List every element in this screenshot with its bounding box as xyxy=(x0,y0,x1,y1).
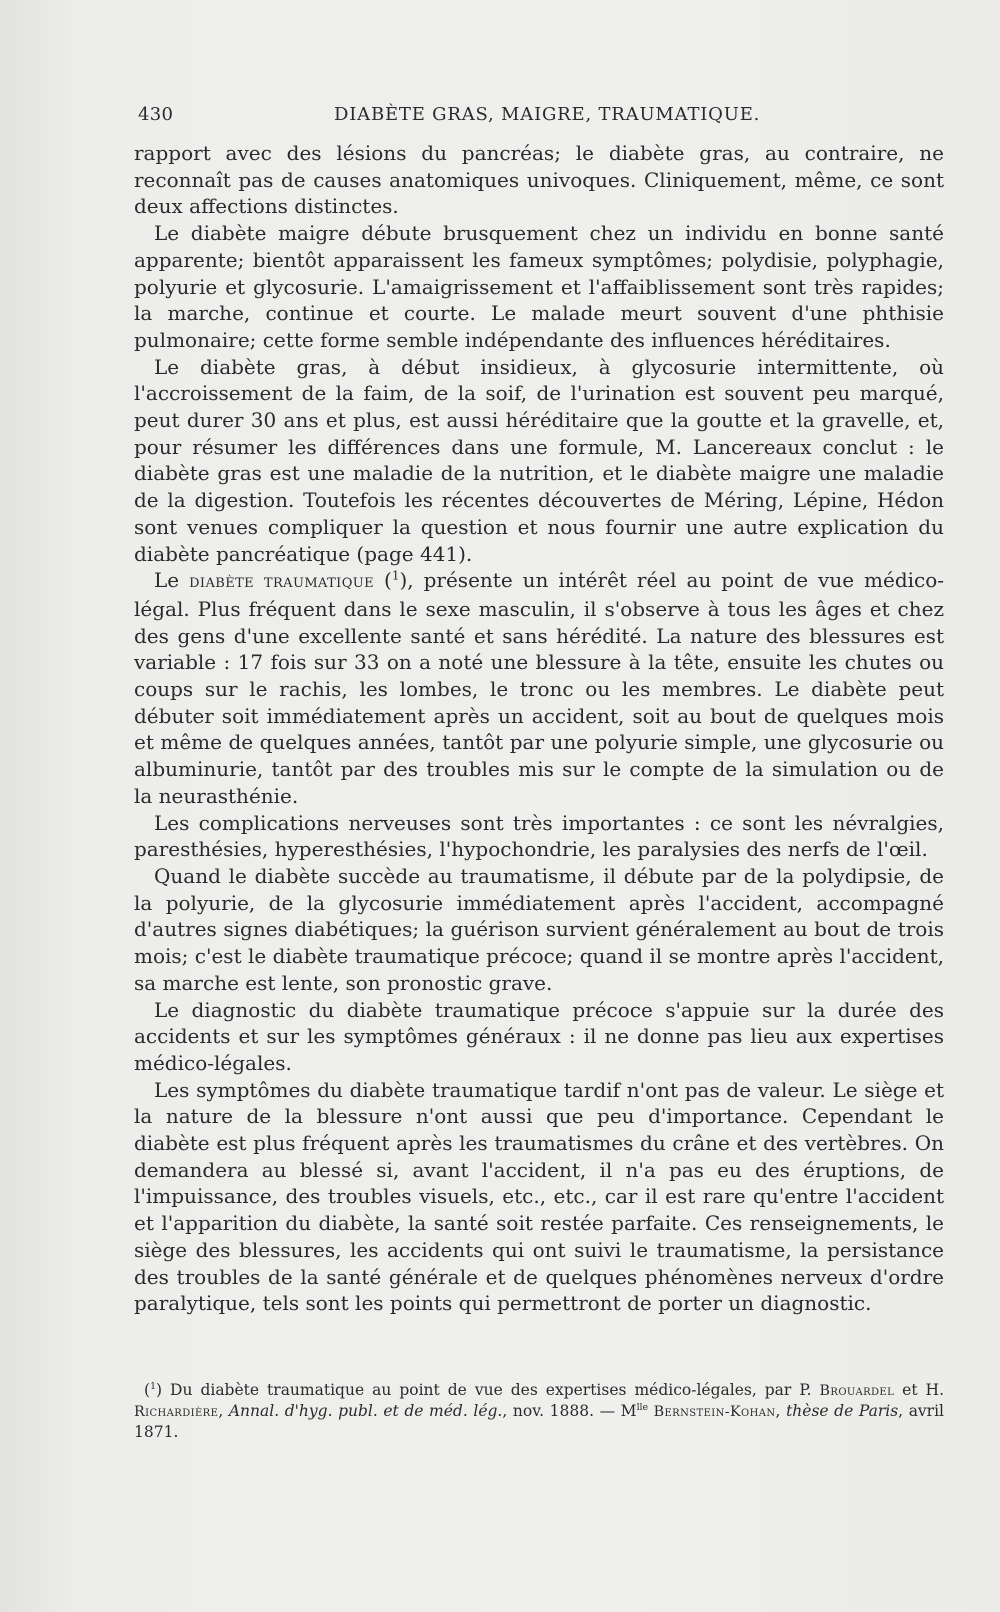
footnote-paragraph xyxy=(134,1380,944,1442)
paragraph-5: Les complications nerveuses sont très importantes : ce sont les névralgies, paresthésies, hyperesthésies, l'hypochondrie, les paralysies des nerfs de l'œil. xyxy=(134,810,944,862)
footnote-text-f: , xyxy=(775,1402,787,1420)
footnote-text-g: , avril 1871. xyxy=(134,1402,945,1441)
footnote-marker: ($^1$) xyxy=(144,1380,163,1399)
footnote-author-brouardel: Brouardel xyxy=(819,1383,895,1399)
footnote-mlle: lle xyxy=(636,1401,649,1413)
footnote-ref: ($^1$) xyxy=(384,568,408,593)
running-title: DIABÈTE GRAS, MAIGRE, TRAUMATIQUE. xyxy=(334,104,761,125)
footnote-author-richardiere: Richardière xyxy=(134,1404,219,1420)
paragraph-3: Le diabète gras, à début insidieux, à glycosurie intermittente, où l'accroissement de la faim, de la soif, de l'urination est souvent peu marqué, peut durer 30 ans et plus, est aussi héréditaire que la goutte et la gravelle, et, pour résumer les différences dans une formule, M. Lancereaux conclut : le diabète gras est une maladie de la nutrition, et le diabète maigre une maladie de la digestion. Toutefois les récentes découvertes de Méring, Lépine, Hédon sont venues compliquer la question et nous fournir une autre explication du diabète pancréatique (page 441). xyxy=(134,354,944,566)
footnote-text-c: , xyxy=(218,1402,229,1420)
p4-prefix: Le xyxy=(154,568,180,593)
footnote-text-d: , nov. 1888. — M xyxy=(502,1402,637,1420)
footnote-ref-number: 1 xyxy=(391,568,400,583)
footnote-author-bernstein: Bernstein-Kohan xyxy=(653,1404,776,1420)
section-term: diabète traumatique xyxy=(189,571,375,593)
paragraph-1: rapport avec des lésions du pancréas; le diabète gras, au contraire, ne reconnaît pas de causes anatomiques univoques. Cliniquement, même, ce sont deux affections distinctes. xyxy=(134,141,944,219)
footnote-thesis: thèse de Paris xyxy=(786,1402,899,1420)
paragraph-4 xyxy=(134,567,944,809)
footnote-text-b: et H. xyxy=(894,1381,945,1399)
paragraph-6: Quand le diabète succède au traumatisme, il débute par de la polydipsie, de la polyurie, de la glycosurie immédiatement après l'accident, accompagné d'autres signes diabétiques; la guérison survient généralement au bout de trois mois; c'est le diabète traumatique précoce; quand il se montre après l'accident, sa marche est lente, son pronostic grave. xyxy=(134,863,944,995)
paragraph-7: Le diagnostic du diabète traumatique précoce s'appuie sur la durée des accidents et sur les symptômes généraux : il ne donne pas lieu aux expertises médico-légales. xyxy=(134,997,944,1075)
footnote-text-a: Du diabète traumatique au point de vue des expertises médico-légales, par P. xyxy=(162,1381,820,1399)
p4-rest: , présente un intérêt réel au point de vue médico-légal. Plus fréquent dans le sexe masculin, il s'observe à tous les âges et chez des gens d'une excellente santé et sans hérédité. La nature des blessures est variable : 17 fois sur 33 on a noté une blessure à la tête, ensuite les chutes ou coups sur le rachis, les lombes, le tronc ou les membres. Le diabète peut débuter soit immédiatement après un accident, soit au bout de quelques mois et même de quelques années, tantôt par une polyurie simple, une glycosurie ou albuminurie, tantôt par des troubles mis sur le compte de la simulation ou de la neurasthénie. xyxy=(134,568,945,808)
body-text xyxy=(134,140,944,1317)
paragraph-2: Le diabète maigre débute brusquement chez un individu en bonne santé apparente; bientôt apparaissent les fameux symptômes; polydisie, polyphagie, polyurie et glycosurie. L'amaigrissement et l'affaiblissement sont très rapides; la marche, continue et courte. Le malade meurt souvent d'une phthisie pulmonaire; cette forme semble indépendante des influences héréditaires. xyxy=(134,221,944,352)
footnote-journal: Annal. d'hyg. publ. et de méd. lég. xyxy=(228,1402,503,1420)
paragraph-8: Les symptômes du diabète traumatique tardif n'ont pas de valeur. Le siège et la nature de la blessure n'ont aussi que peu d'importance. Cependant le diabète est plus fréquent après les traumatismes du crâne et des vertèbres. On demandera au blessé si, avant l'accident, il n'a pas eu des éruptions, de l'impuissance, des troubles visuels, etc., etc., car il est rare qu'entre l'accident et l'apparition du diabète, la santé soit restée parfaite. Ces renseignements, le siège des blessures, les accidents qui ont suivi le traumatisme, la persistance des troubles de la santé générale et de quelques phénomènes nerveux d'ordre paralytique, tels sont les points qui permettront de porter un diagnostic. xyxy=(134,1077,944,1316)
footnote xyxy=(134,1380,944,1442)
page-number: 430 xyxy=(138,104,174,125)
